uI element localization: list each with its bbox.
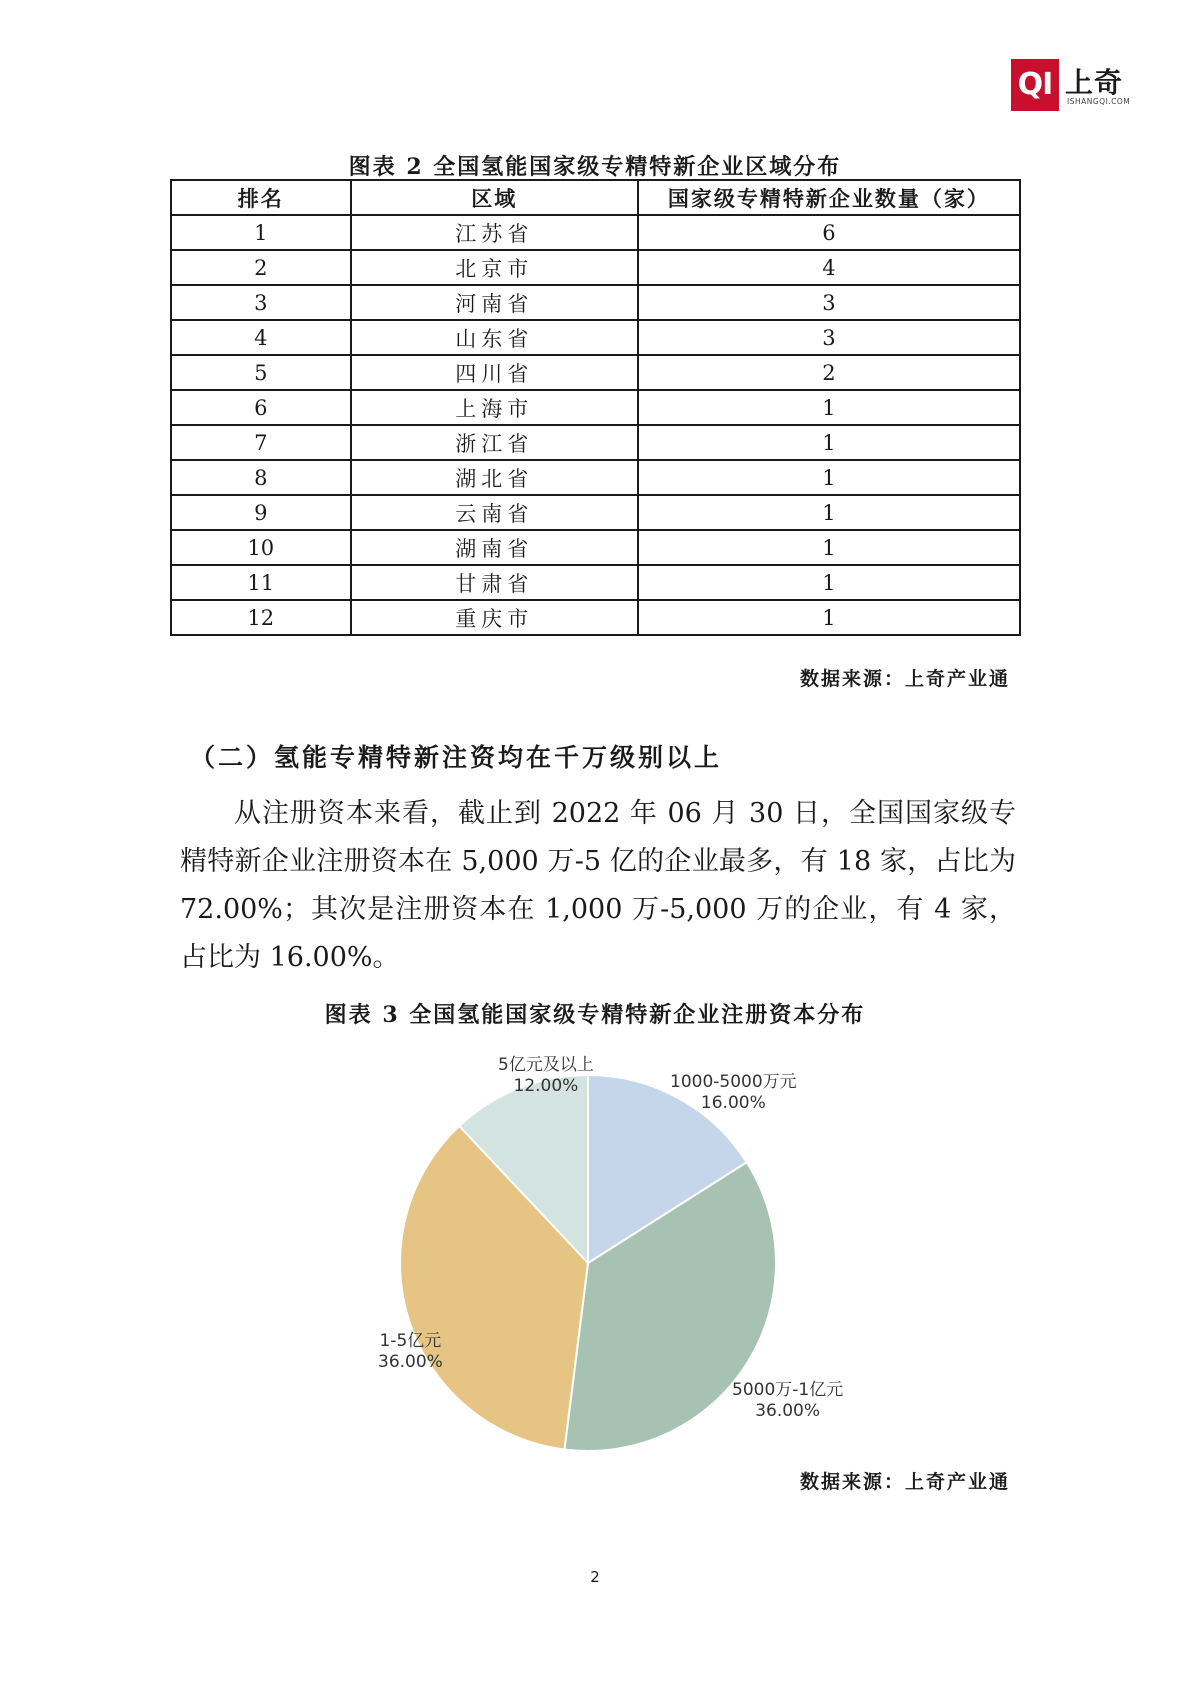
- cell-region: 北京市: [351, 250, 638, 285]
- cell-rank: 5: [171, 355, 351, 390]
- table-row: [171, 320, 1020, 355]
- cell-rank: 4: [171, 320, 351, 355]
- logo-name: 上奇: [1065, 66, 1124, 99]
- cell-count: 3: [638, 285, 1020, 320]
- cell-region: 山东省: [351, 320, 638, 355]
- slice-percent: 36.00%: [378, 1352, 443, 1372]
- chart-source-note: 数据来源：上奇产业通: [799, 1471, 1010, 1493]
- table-header-row: [171, 180, 1020, 215]
- cell-region: 甘肃省: [351, 565, 638, 600]
- pie-slice-label: [378, 1331, 443, 1373]
- slice-percent: 36.00%: [755, 1401, 821, 1421]
- cell-rank: 11: [171, 565, 351, 600]
- table-row: [171, 495, 1020, 530]
- cell-count: 1: [638, 565, 1020, 600]
- cell-rank: 12: [171, 600, 351, 635]
- cell-count: 1: [638, 460, 1020, 495]
- pie-slice-label: [732, 1380, 843, 1422]
- cell-count: 6: [638, 215, 1020, 250]
- cell-region: 上海市: [351, 390, 638, 425]
- cell-region: 云南省: [351, 495, 638, 530]
- pie-slice-label: [670, 1072, 797, 1114]
- slice-category: 5000万-1亿元: [732, 1380, 844, 1400]
- header-rank: 排名: [171, 180, 351, 215]
- table-row: [171, 425, 1020, 460]
- table-row: [171, 530, 1020, 565]
- cell-count: 1: [638, 530, 1020, 565]
- cell-rank: 8: [171, 460, 351, 495]
- page-number: 2: [590, 1568, 600, 1586]
- slice-percent: 12.00%: [513, 1076, 579, 1096]
- registered-capital-pie-chart: [330, 1040, 850, 1460]
- table-row: [171, 285, 1020, 320]
- table-row: [171, 565, 1020, 600]
- cell-count: 4: [638, 250, 1020, 285]
- slice-category: 5亿元及以上: [498, 1055, 594, 1075]
- cell-region: 江苏省: [351, 215, 638, 250]
- cell-rank: 7: [171, 425, 351, 460]
- cell-region: 湖南省: [351, 530, 638, 565]
- cell-count: 1: [638, 390, 1020, 425]
- cell-count: 2: [638, 355, 1020, 390]
- cell-rank: 10: [171, 530, 351, 565]
- cell-region: 湖北省: [351, 460, 638, 495]
- table-row: [171, 460, 1020, 495]
- cell-rank: 3: [171, 285, 351, 320]
- table-caption: 图表 2 全国氢能国家级专精特新企业区域分布: [348, 154, 842, 180]
- cell-count: 3: [638, 320, 1020, 355]
- cell-rank: 9: [171, 495, 351, 530]
- section-heading: （二）氢能专精特新注资均在千万级别以上: [190, 743, 723, 772]
- table-row: [171, 355, 1020, 390]
- table-row: [171, 600, 1020, 635]
- slice-category: 1-5亿元: [379, 1331, 442, 1351]
- header-count: 国家级专精特新企业数量（家）: [638, 180, 1020, 215]
- logo-mark: QI: [1011, 59, 1059, 111]
- cell-region: 四川省: [351, 355, 638, 390]
- header-region: 区域: [351, 180, 638, 215]
- cell-rank: 6: [171, 390, 351, 425]
- region-distribution-table: [170, 179, 1021, 636]
- cell-count: 1: [638, 600, 1020, 635]
- table-row: [171, 215, 1020, 250]
- cell-count: 1: [638, 495, 1020, 530]
- body-paragraph: 从注册资本来看，截止到 2022 年 06 月 30 日，全国国家级专精特新企业注册资本在 5,000 万-5 亿的企业最多，有 18 家，占比为 72.00%；其次是注册资本在 1,000 万-5,000 万的企业，有 4 家，占比为 16.00%。: [180, 798, 1016, 973]
- table-source-note: 数据来源：上奇产业通: [799, 668, 1010, 690]
- brand-logo: [1011, 59, 1141, 111]
- cell-region: 重庆市: [351, 600, 638, 635]
- cell-rank: 1: [171, 215, 351, 250]
- chart-caption: 图表 3 全国氢能国家级专精特新企业注册资本分布: [324, 1002, 866, 1028]
- table-row: [171, 390, 1020, 425]
- slice-percent: 16.00%: [700, 1093, 766, 1113]
- logo-domain: ISHANGQI.COM: [1067, 97, 1131, 106]
- table-row: [171, 250, 1020, 285]
- slice-category: 1000-5000万元: [670, 1072, 797, 1092]
- pie-slice-label: [498, 1055, 594, 1097]
- cell-region: 浙江省: [351, 425, 638, 460]
- cell-count: 1: [638, 425, 1020, 460]
- cell-rank: 2: [171, 250, 351, 285]
- cell-region: 河南省: [351, 285, 638, 320]
